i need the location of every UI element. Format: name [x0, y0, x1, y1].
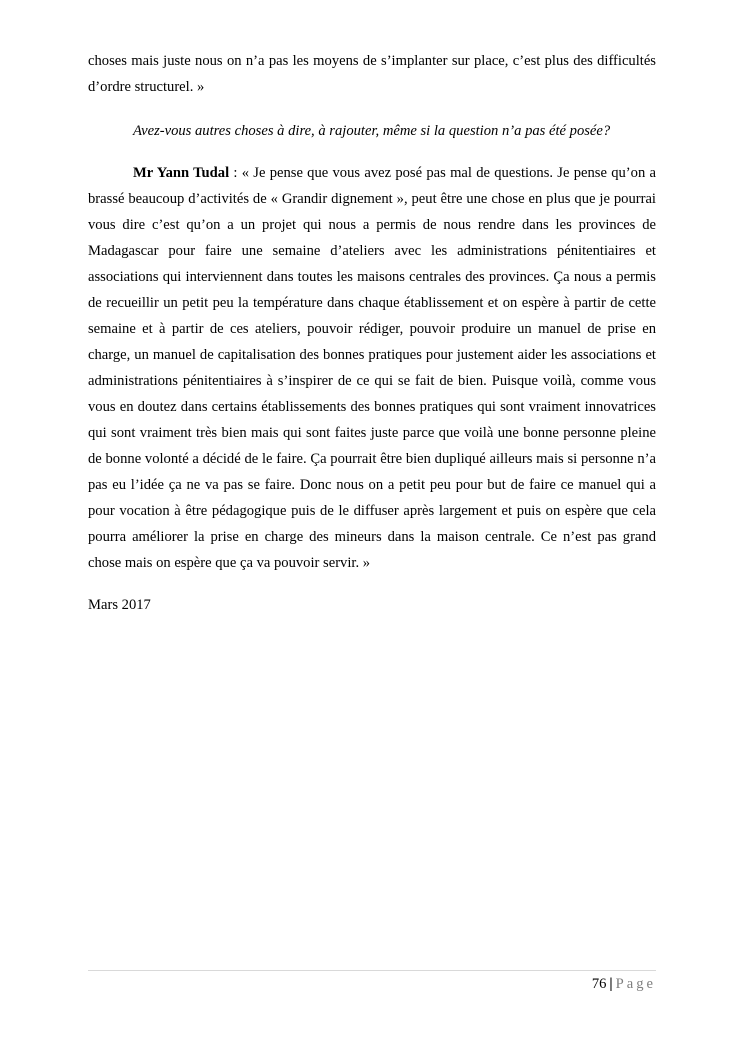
page-label: Page [615, 976, 656, 992]
page-number: 76 [591, 976, 607, 992]
document-body [88, 48, 656, 618]
interview-question: Avez-vous autres choses à dire, à rajouter, même si la question n’a pas été posée? [133, 123, 611, 139]
footer-divider [88, 970, 656, 971]
intro-paragraph: choses mais juste nous on n’a pas les moyens de s’implanter sur place, c’est plus des difficultés d’ordre structurel. » [88, 53, 656, 95]
footer-separator: | [609, 976, 613, 992]
interview-answer [88, 160, 656, 576]
speaker-name: Mr Yann Tudal [133, 165, 230, 181]
page-footer [592, 974, 656, 994]
answer-text: : « Je pense que vous avez posé pas mal de questions. Je pense qu’on a brassé beaucoup d’activités de « Grandir dignement », peut être une chose en plus que je pourrai vous dire c’est qu’on a un projet qui nous a permis de nous rendre dans les provinces de Madagascar pour faire une semaine d’ateliers avec les administrations pénitentiaires et associations qui interviennent dans toutes les maisons centrales des provinces. Ça nous a permis de recueillir un petit peu la température dans chaque établissement et on espère à partir de cette semaine et à partir de ces ateliers, pouvoir rédiger, pouvoir produire un manuel de prise en charge, un manuel de capitalisation des bonnes pratiques pour justement aider les associations et administrations pénitentiaires à s’inspirer de ce qui se fait de bien. Puisque voilà, comme vous vous en doutez dans certains établissements des bonnes pratiques qui sont vraiment innovatrices qui sont vraiment très bien mais qui sont faites juste parce que voilà une bonne personne pleine de bonne volonté a décidé de le faire. Ça pourrait être bien dupliqué ailleurs mais si personne n’a pas eu l’idée ça ne va pas se faire. Donc nous on a petit peu pour but de faire ce manuel qui a pour vocation à être pédagogique puis de le diffuser après largement et puis on espère que cela pourra améliorer la prise en charge des mineurs dans la maison centrale. Ce n’est pas grand chose mais on espère que ça va pouvoir servir. » [88, 165, 656, 571]
document-date: Mars 2017 [88, 597, 151, 613]
